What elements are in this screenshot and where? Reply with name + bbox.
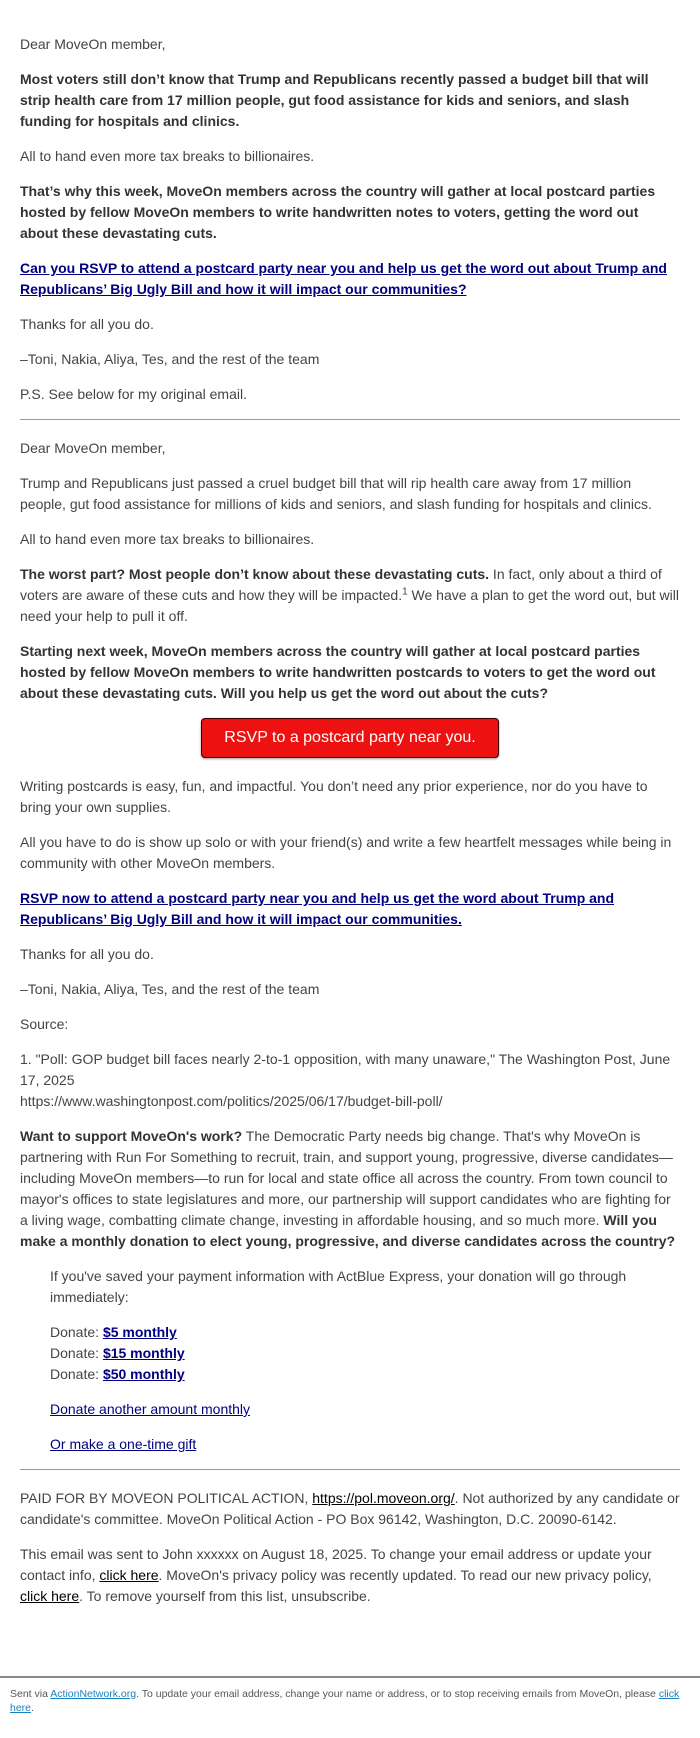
donate-15-monthly-link[interactable]: $15 monthly: [102, 1345, 185, 1361]
donate-label: Donate:: [50, 1366, 103, 1382]
source-url: https://www.washingtonpost.com/politics/2025/06/17/budget-bill-poll/: [20, 1093, 443, 1109]
update-paragraph-2: All to hand even more tax breaks to billionaires.: [20, 148, 315, 164]
worst-part-tail: We have a plan to get the word out, but will need your help to pull it off.: [20, 587, 680, 624]
footer-notice: [10, 1687, 690, 1715]
paid-for-disclaimer: [20, 1488, 680, 1530]
support-ask: Will you make a monthly donation to elect young, progressive, and diverse candidates across the country?: [20, 1212, 676, 1249]
worst-part-text: In fact, only about a third of voters are aware of these cuts and how they will be impacted.: [20, 566, 662, 603]
action-network-link[interactable]: ActionNetwork.org: [50, 1688, 137, 1700]
donate-other-amount-link[interactable]: Donate another amount monthly: [50, 1401, 251, 1417]
footer-end: .: [31, 1702, 34, 1714]
update-paragraph-1: Most voters still don’t know that Trump and Republicans recently passed a budget bill that will strip health care from 17 million people, gut food assistance for kids and seniors, and slash funding for hospitals and clinics.: [20, 71, 649, 129]
donate-50-monthly-link[interactable]: $50 monthly: [102, 1366, 185, 1382]
sent-to-notice: [20, 1544, 680, 1607]
donate-50-row: [50, 1364, 680, 1385]
support-body: The Democratic Party needs big change. That's why MoveOn is partnering with Run For Something to recruit, train, and support young, progressive, diverse candidates—including MoveOn members—to run for local and state office all across the country. From town council to mayor's offices to state legislatures and more, our partnership will support candidates who are fighting for a living wage, combatting climate change, investing in affordable housing, and so much more.: [20, 1128, 673, 1228]
section-divider: [20, 419, 680, 420]
one-time-gift-link[interactable]: Or make a one-time gift: [50, 1436, 197, 1452]
source-citation: [20, 1049, 680, 1112]
update-rsvp-link[interactable]: Can you RSVP to attend a postcard party near you and help us get the word out about Trump and Republicans’ Big Ugly Bill and how it will impact our communities?: [20, 260, 667, 297]
paid-for-text: PAID FOR BY MOVEON POLITICAL ACTION,: [20, 1490, 313, 1506]
update-greeting: Dear MoveOn member,: [20, 36, 166, 52]
update-paragraph-3: That’s why this week, MoveOn members across the country will gather at local postcard parties hosted by fellow MoveOn members to write handwritten notes to voters, getting the word out about these devastating cuts.: [20, 183, 656, 241]
privacy-policy-link[interactable]: click here: [20, 1588, 80, 1604]
support-lead: Want to support MoveOn's work?: [20, 1128, 243, 1144]
actblue-note: If you've saved your payment information with ActBlue Express, your donation will go through immediately:: [50, 1268, 627, 1305]
rsvp-button-row: [20, 718, 680, 758]
email-body: [20, 34, 680, 1621]
update-signoff: –Toni, Nakia, Aliya, Tes, and the rest of the team: [20, 351, 320, 367]
original-paragraph-4: Starting next week, MoveOn members across the country will gather at local postcard parties hosted by fellow MoveOn members to write handwritten postcards to voters to get the word out about these devastating cuts. Will you help us get the word out about the cuts?: [20, 643, 656, 701]
donate-label: Donate:: [50, 1345, 103, 1361]
original-rsvp-paragraph: [20, 888, 680, 930]
pol-moveon-link[interactable]: https://pol.moveon.org/: [312, 1490, 455, 1506]
original-paragraph-5: Writing postcards is easy, fun, and impactful. You don’t need any prior experience, nor do you have to bring your own supplies.: [20, 778, 648, 815]
sent-to-tail: . To remove yourself from this list, unsubscribe.: [79, 1588, 371, 1604]
source-label: Source:: [20, 1016, 69, 1032]
sent-to-mid: . MoveOn's privacy policy was recently updated. To read our new privacy policy,: [158, 1567, 652, 1583]
sent-to-text: This email was sent to John xxxxxx on August 18, 2025. To change your email address or update your contact info,: [20, 1546, 652, 1583]
update-contact-link[interactable]: click here: [99, 1567, 159, 1583]
rsvp-button[interactable]: RSVP to a postcard party near you.: [201, 718, 499, 758]
original-paragraph-1: Trump and Republicans just passed a cruel budget bill that will rip health care away from 17 million people, gut food assistance for millions of kids and seniors, and slash funding for hospitals and clinics.: [20, 475, 652, 512]
donate-label: Donate:: [50, 1324, 103, 1340]
one-time-row: [50, 1434, 680, 1455]
update-rsvp-paragraph: [20, 258, 680, 300]
original-paragraph-3: [20, 564, 680, 627]
donate-other-row: [50, 1399, 680, 1420]
paid-for-tail: . Not authorized by any candidate or candidate's committee. MoveOn Political Action - PO Box 96142, Washington, D.C. 20090-6142.: [20, 1490, 680, 1527]
footer-text: . To update your email address, change your name or address, or to stop receiving emails from MoveOn, please: [136, 1688, 659, 1700]
original-paragraph-6: All you have to do is show up solo or with your friend(s) and write a few heartfelt messages while being in community with other MoveOn members.: [20, 834, 672, 871]
source-citation-text: 1. "Poll: GOP budget bill faces nearly 2-to-1 opposition, with many unaware," The Washington Post, June 17, 2025: [20, 1051, 671, 1088]
legal-divider: [20, 1469, 680, 1470]
donate-options: [50, 1322, 680, 1385]
footnote-marker: 1: [402, 586, 408, 598]
update-thanks: Thanks for all you do.: [20, 316, 154, 332]
donate-5-row: [50, 1322, 680, 1343]
original-rsvp-link[interactable]: RSVP now to attend a postcard party near you and help us get the word about Trump and Republicans’ Big Ugly Bill and how it will impact our communities.: [20, 890, 615, 927]
donate-5-monthly-link[interactable]: $5 monthly: [102, 1324, 177, 1340]
original-thanks: Thanks for all you do.: [20, 946, 154, 962]
original-paragraph-2: All to hand even more tax breaks to billionaires.: [20, 531, 315, 547]
donate-15-row: [50, 1343, 680, 1364]
footer-click-here-link[interactable]: click here: [10, 1688, 680, 1714]
update-ps: P.S. See below for my original email.: [20, 386, 247, 402]
original-greeting: Dear MoveOn member,: [20, 440, 166, 456]
support-paragraph: [20, 1126, 680, 1252]
original-signoff: –Toni, Nakia, Aliya, Tes, and the rest of the team: [20, 981, 320, 997]
worst-part-bold: The worst part? Most people don’t know about these devastating cuts.: [20, 566, 490, 582]
footer-sent-via: Sent via: [10, 1688, 51, 1700]
